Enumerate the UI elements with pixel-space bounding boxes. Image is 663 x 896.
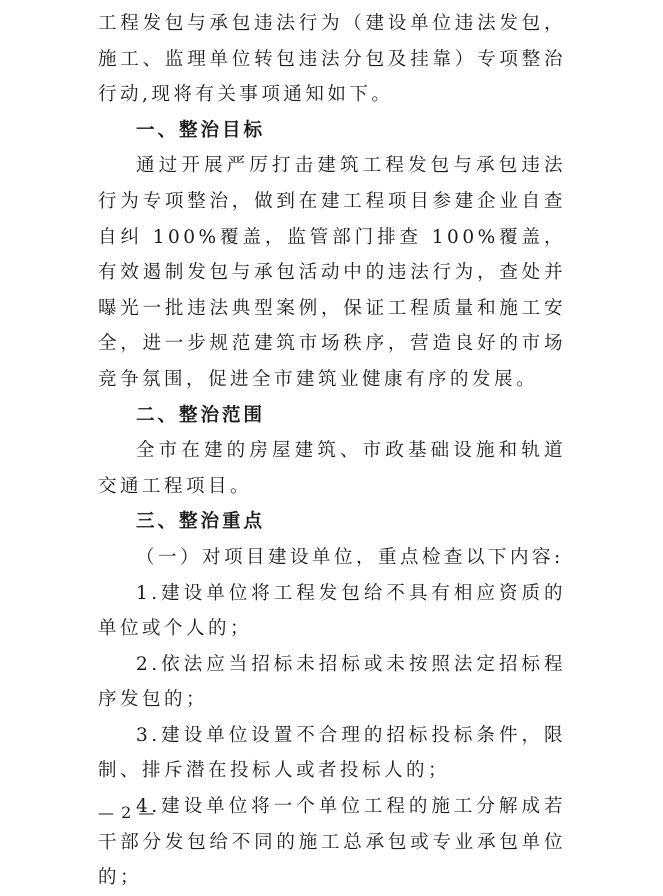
paragraph-focus-intro: （一）对项目建设单位，重点检查以下内容:	[136, 546, 564, 568]
paragraph-intro-continuation: 工程发包与承包违法行为（建设单位违法发包，施工、监理单位转包违法分包及挂靠）专项整治行动,现将有关事项通知如下。	[98, 13, 566, 106]
heading-goals: 一、整治目标	[136, 119, 266, 141]
paragraph-scope: 全市在建的房屋建筑、市政基础设施和轨道交通工程项目。	[98, 440, 566, 497]
heading-scope: 二、整治范围	[136, 404, 266, 426]
list-item-2: 2.依法应当招标未招标或未按照法定招标程序发包的；	[98, 653, 566, 711]
page-number: — 2 —	[98, 803, 156, 822]
list-item-1: 1.建设单位将工程发包给不具有相应资质的单位或个人的；	[98, 582, 566, 640]
heading-focus: 三、整治重点	[136, 511, 266, 533]
document-body	[98, 6, 566, 896]
paragraph-goals: 通过开展严厉打击建筑工程发包与承包违法行为专项整治，做到在建工程项目参建企业自查自纠 100%覆盖，监管部门排查 100%覆盖，有效遏制发包与承包活动中的违法行为，查处并曝光一批违法典型案例，保证工程质量和施工安全，进一步规范建筑市场秩序，营造良好的市场竞争氛围，促进全市建筑业健康有序的发展。	[98, 155, 566, 390]
list-item-4: 4.建设单位将一个单位工程的施工分解成若干部分发包给不同的施工总承包或专业承包单位的；	[98, 796, 566, 889]
list-item-3: 3.建设单位设置不合理的招标投标条件，限制、排斥潜在投标人或者投标人的；	[98, 724, 566, 782]
